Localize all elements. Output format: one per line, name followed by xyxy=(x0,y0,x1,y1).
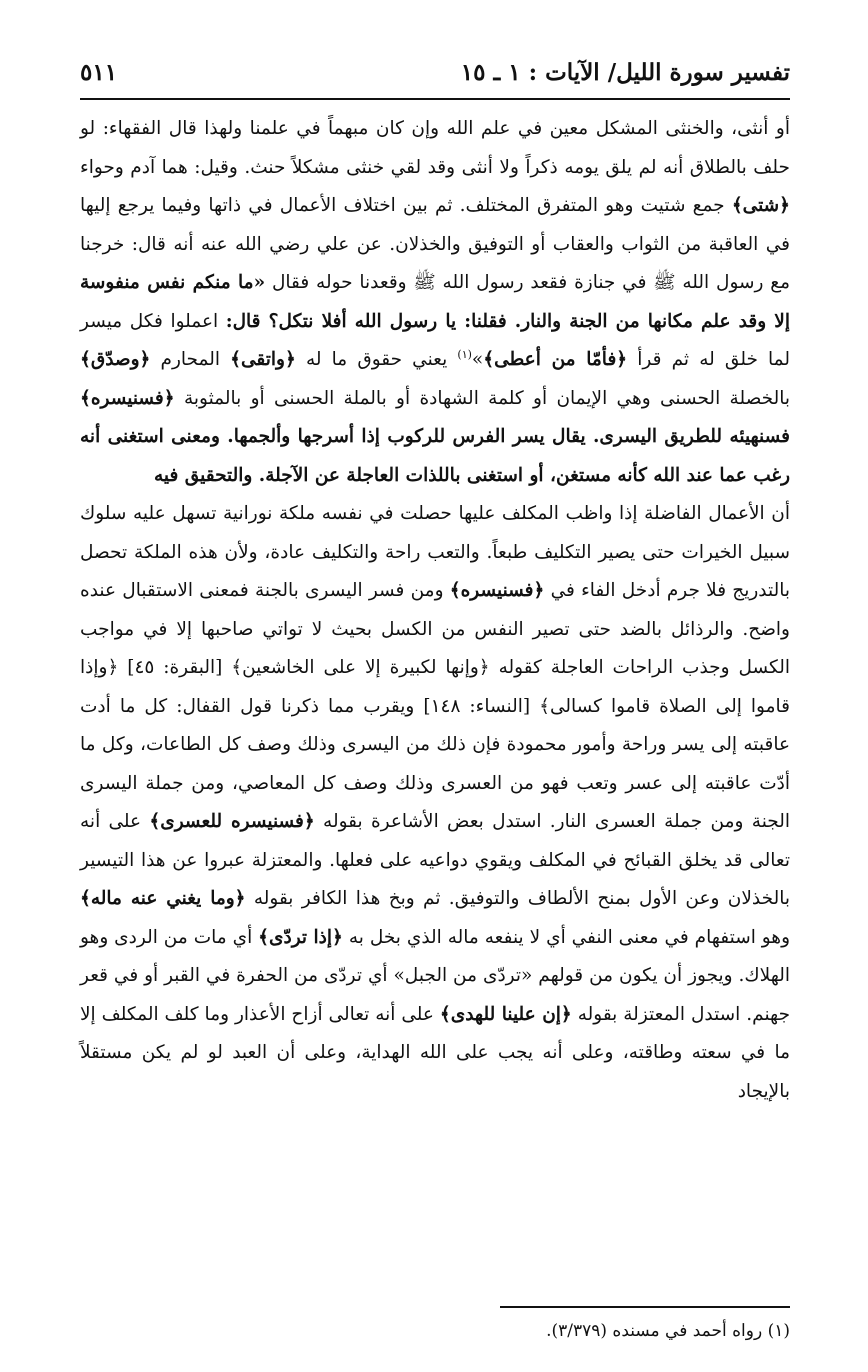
text-run: أن الأعمال الفاضلة إذا واظب المكلف عليها حصلت في نفسه ملكة نورانية تسهل عليه سلوك سبيل الخيرات حتى يصير التكليف طبعاً. والتعب راحة والتكليف عادة، ولأن هذه الملكة تحصل بالتدريج فلا جرم أدخل الفاء في xyxy=(80,503,790,601)
quran-quote: ﴿وما يغني عنه ماله﴾ xyxy=(80,888,246,909)
quran-quote: ﴿وإذا قاموا إلى الصلاة قاموا كسالى﴾ xyxy=(80,657,790,717)
text-run: المحارم xyxy=(150,349,231,370)
text-run: وهو استفهام في معنى النفي أي لا ينفعه ماله الذي بخل به xyxy=(342,926,790,948)
paragraph xyxy=(80,110,790,495)
hadith-quote: «ما منكم نفس منفوسة إلا وقد علم مكانها من الجنة والنار. فقلنا: يا رسول الله أفلا نتكل؟ قال: xyxy=(80,272,790,332)
quran-quote: ﴿فسنيسره﴾ xyxy=(80,387,175,409)
text-run: ومن فسر اليسرى بالجنة فمعنى الاستقبال عنده واضح. والرذائل بالضد حتى تصير النفس من الكسل بحيث لا تواتي صاحبها إلا في مواجب الكسل وجذب الراحات العاجلة كقوله xyxy=(80,580,790,678)
quran-quote: ﴿شتى﴾ xyxy=(731,195,790,216)
text-run: على أنه تعالى أزاح الأعذار وما كلف المكلف إلا ما في سعته وطاقته، وعلى أنه يجب على الله الهداية، وعلى أن العبد لو لم يكن مستقلاً بالإيجاد xyxy=(80,1003,790,1102)
text-run: » xyxy=(471,349,484,370)
text-run-bold: فسنهيئه للطريق اليسرى. يقال يسر الفرس للركوب إذا أسرجها وألجمها. ومعنى استغنى أنه رغب عما عند الله كأنه مستغن، أو استغنى باللذات العاجلة عن الآجلة. والتحقيق فيه xyxy=(80,426,790,486)
quran-quote: ﴿إن علينا للهدى﴾ xyxy=(439,1003,572,1025)
running-title: تفسير سورة الليل/ الآيات : ١ ـ ١٥ xyxy=(460,58,790,86)
text-run: أو أنثى، والخنثى المشكل معين في علم الله وإن كان مبهماً في علمنا ولهذا قال الفقهاء: لو حلف بالطلاق أنه لم يلق يومه ذكراً ولا أنثى وقد لقي خنثى مشكلاً حنث. وقيل: هما آدم وحواء xyxy=(80,118,790,178)
page-header xyxy=(80,50,790,94)
quran-quote: ﴿فسنيسره للعسرى﴾ xyxy=(149,811,315,832)
text-run: يعني حقوق ما له xyxy=(295,349,458,370)
quran-quote: ﴿فأمّا من أعطى﴾ xyxy=(483,349,628,370)
text-run: على أنه تعالى قد يخلق القبائح في المكلف ويقوي دواعيه على فعلها. والمعتزلة عبروا عن هذا التيسير بالخذلان وعن الأول بمنح الألطاف والتوفيق. ثم وبخ هذا الكافر بقوله xyxy=(80,811,790,909)
quran-quote: ﴿إذا تردّى﴾ xyxy=(258,926,343,948)
quran-quote: ﴿وصدّق﴾ xyxy=(80,349,151,370)
text-run: [النساء: ١٤٨] ويقرب مما ذكرنا قول القفال: كل ما أدت عاقبته إلى يسر وراحة وأمور محمودة فإن ذلك من اليسرى وذلك وصف كل الطاعات، وكل ما أدّت عاقبته إلى عسر وتعب فهو من العسرى وذلك وصف كل المعاصي، ومن جملة اليسرى الجنة ومن جملة العسرى النار. استدل بعض الأشاعرة بقوله xyxy=(80,695,790,832)
quran-quote: ﴿وإنها لكبيرة إلا على الخاشعين﴾ xyxy=(231,657,490,678)
footnote-rule xyxy=(500,1306,790,1308)
text-run: أي مات من الردى وهو الهلاك. ويجوز أن يكون من قولهم «تردّى من الجبل» أي تردّى من الحفرة في القبر أو في قعر جهنم. استدل المعتزلة بقوله xyxy=(80,926,791,1025)
quran-quote: ﴿واتقى﴾ xyxy=(230,349,296,370)
paragraph xyxy=(80,495,790,1111)
text-run: بالخصلة الحسنى وهي الإيمان أو كلمة الشهادة أو بالملة الحسنى أو بالمثوبة xyxy=(174,387,790,409)
footnote-marker: (١) xyxy=(457,347,472,361)
page-number: ٥١١ xyxy=(80,58,118,86)
quran-quote: ﴿فسنيسره﴾ xyxy=(449,580,545,601)
text-run: اعملوا فكل ميسر لما خلق له ثم قرأ xyxy=(80,310,790,370)
header-rule xyxy=(80,98,790,100)
text-run: جمع شتيت وهو المتفرق المختلف. ثم بين اختلاف الأعمال في ذاتها وفيما يرجع إليها في العاقبة من الثواب والعقاب أو التوفيق والخذلان. عن علي رضي الله عنه أنه قال: خرجنا مع رسول الله ﷺ في جنازة فقعد رسول الله ﷺ وقعدنا حوله فقال xyxy=(80,195,790,293)
footnote: (١) رواه أحمد في مسنده (٣/٣٧٩). xyxy=(546,1321,790,1341)
body-text xyxy=(80,110,790,1111)
citation: [البقرة: ٤٥] xyxy=(118,657,232,678)
